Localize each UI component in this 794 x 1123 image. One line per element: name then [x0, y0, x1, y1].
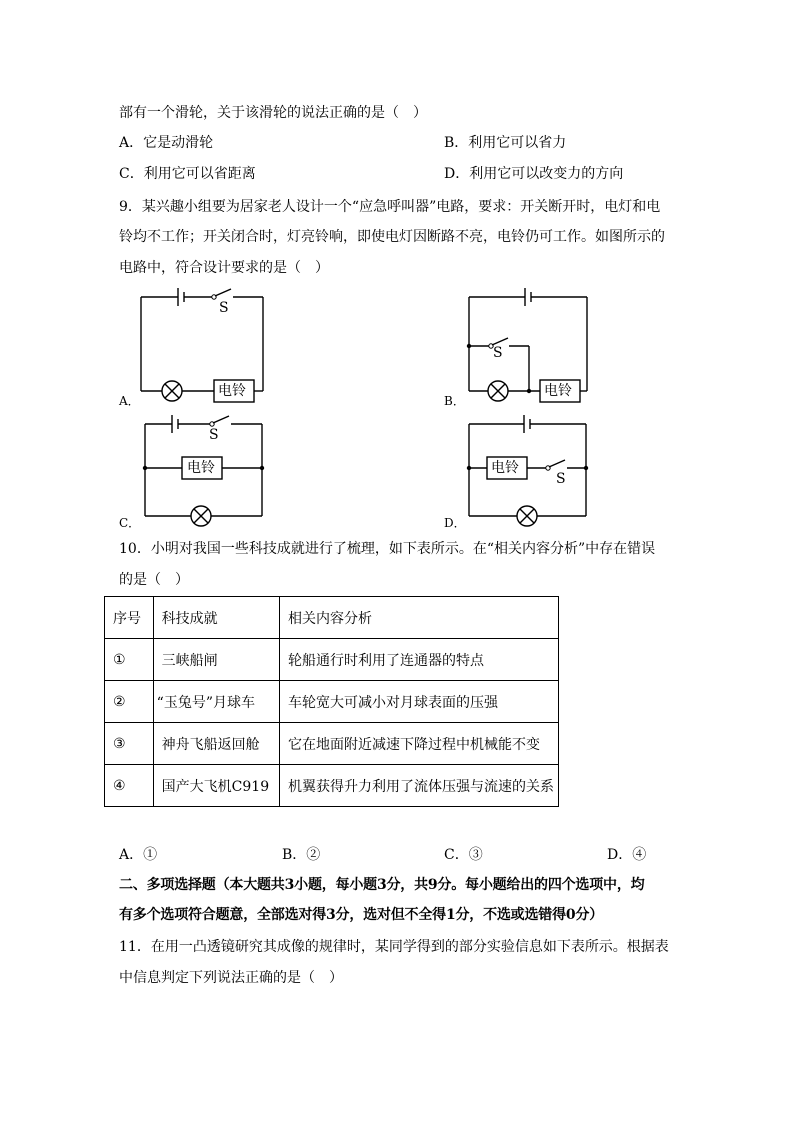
circuit-d-diagram	[462, 410, 594, 528]
row-analysis: 轮船通行时利用了连通器的特点	[280, 639, 559, 681]
row-achievement: “玉兔号”月球车	[153, 681, 279, 723]
circuit-d-switch-label: S	[556, 471, 566, 487]
q9-line-2: 铃均不工作；开关闭合时，灯亮铃响，即使电灯因断路不亮，电铃仍可工作。如图所示的	[119, 229, 665, 245]
row-index: ④	[105, 765, 154, 807]
circuit-a-diagram	[135, 285, 275, 410]
table-row	[105, 765, 559, 807]
header-index: 序号	[105, 597, 154, 639]
q10-option-b: B．②	[282, 847, 321, 863]
row-achievement: 国产大飞机C919	[153, 765, 279, 807]
circuit-b-option-label: B．	[444, 394, 465, 408]
header-analysis: 相关内容分析	[280, 597, 559, 639]
switch-blade	[492, 338, 508, 345]
row-index: ①	[105, 639, 154, 681]
table-header-row	[105, 597, 559, 639]
q10-option-a: A．①	[119, 847, 158, 863]
row-index: ③	[105, 723, 154, 765]
switch-blade	[215, 289, 231, 296]
circuit-b-switch-label: S	[493, 345, 503, 361]
header-achievement: 科技成就	[153, 597, 279, 639]
section2-line-2: 有多个选项符合题意，全部选对得3分，选对但不全得1分，不选或选错得0分）	[119, 907, 604, 923]
circuit-d-option-label: D．	[444, 516, 466, 530]
row-analysis: 机翼获得升力利用了流体压强与流速的关系	[280, 765, 559, 807]
circuit-a-switch-label: S	[219, 300, 229, 316]
row-achievement: 三峡船闸	[153, 639, 279, 681]
circuit-c-switch-label: S	[209, 427, 219, 443]
circuit-a-option-label: A．	[119, 394, 140, 408]
switch-blade	[549, 460, 565, 467]
row-analysis: 车轮宽大可减小对月球表面的压强	[280, 681, 559, 723]
table-row	[105, 723, 559, 765]
switch-blade	[213, 416, 229, 423]
circuit-c-option-label: C．	[119, 516, 141, 530]
q8-option-c: C．利用它可以省距离	[119, 166, 256, 182]
q8-option-d: D．利用它可以改变力的方向	[444, 166, 624, 182]
table-row	[105, 681, 559, 723]
circuit-d-bell-label: 电铃	[491, 460, 519, 476]
circuit-a-bell-label: 电铃	[218, 383, 246, 399]
q10-option-c: C．③	[444, 847, 483, 863]
q10-line-1: 10．小明对我国一些科技成就进行了梳理，如下表所示。在“相关内容分析”中存在错误	[119, 541, 656, 557]
table-row	[105, 639, 559, 681]
row-analysis: 它在地面附近减速下降过程中机械能不变	[280, 723, 559, 765]
row-index: ②	[105, 681, 154, 723]
circuit-c-bell-label: 电铃	[187, 460, 215, 476]
q8-stem-tail: 部有一个滑轮，关于该滑轮的说法正确的是（ ）	[119, 105, 427, 121]
circuit-b-bell-label: 电铃	[544, 383, 572, 399]
section2-line-1: 二、多项选择题（本大题共3小题，每小题3分，共9分。每小题给出的四个选项中，均	[119, 877, 645, 893]
q9-line-1: 9．某兴趣小组要为居家老人设计一个“应急呼叫器”电路，要求：开关断开时，电灯和电	[119, 199, 661, 215]
q8-option-b: B．利用它可以省力	[444, 135, 567, 151]
q8-option-a: A．它是动滑轮	[119, 135, 214, 151]
achievements-table	[104, 596, 559, 807]
q11-line-1: 11．在用一凸透镜研究其成像的规律时，某同学得到的部分实验信息如下表所示。根据表	[119, 939, 669, 955]
circuit-b-diagram	[462, 285, 597, 410]
q10-line-2: 的是（ ）	[119, 572, 189, 588]
row-achievement: 神舟飞船返回舱	[153, 723, 279, 765]
q11-line-2: 中信息判定下列说法正确的是（ ）	[119, 970, 343, 986]
q9-line-3: 电路中，符合设计要求的是（ ）	[119, 260, 329, 276]
q10-option-d: D．④	[607, 847, 647, 863]
